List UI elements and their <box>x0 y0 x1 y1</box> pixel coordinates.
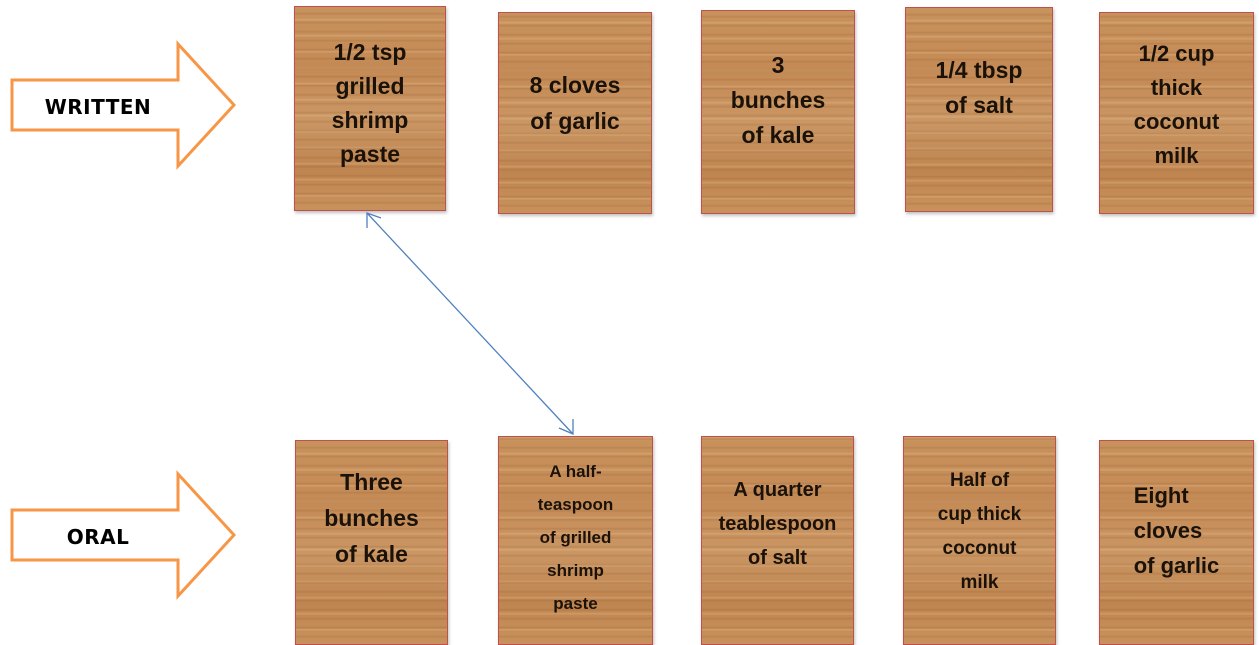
card-text: Half of cup thick coconut milk <box>937 469 1022 593</box>
card-text: Eight cloves of garlic <box>1133 483 1220 578</box>
card-text: 1/2 tsp grilled shrimp paste <box>331 38 409 167</box>
card-text: A half- teaspoon of grilled shrimp paste <box>537 462 614 613</box>
card-text: A quarter teablespoon of salt <box>718 478 837 569</box>
oral-label: ORAL <box>66 525 130 549</box>
card-text: 1/2 cup thick coconut milk <box>1133 41 1220 168</box>
written-label: WRITTEN <box>44 95 152 119</box>
card-text: 8 cloves of garlic <box>529 72 621 134</box>
card-text: Three bunches of kale <box>324 468 419 567</box>
card-text: 3 bunches of kale <box>730 51 826 148</box>
card-text: 1/4 tbsp of salt <box>935 56 1023 118</box>
